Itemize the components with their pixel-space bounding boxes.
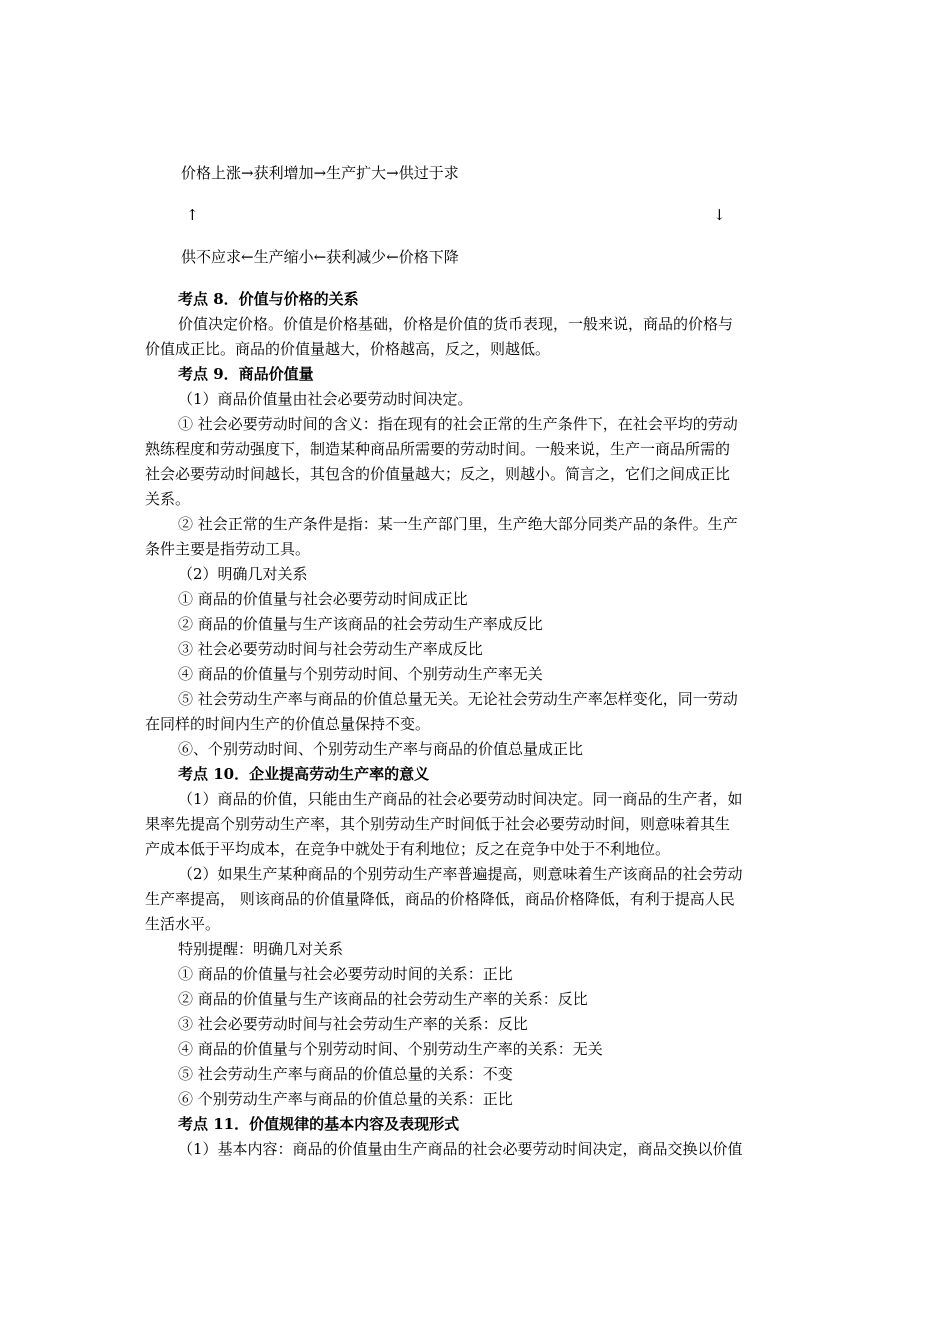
paragraph-line: 社会必要劳动时间越长，其包含的价值量越大；反之，则越小。简言之，它们之间成正比 [145,465,731,483]
cycle-top-row: 价格上涨→获利增加→生产扩大→供过于求 [181,164,459,182]
list-item: ② 商品的价值量与生产该商品的社会劳动生产率的关系：反比 [178,990,588,1008]
paragraph-line: （1）商品的价值，只能由生产商品的社会必要劳动时间决定。同一商品的生产者，如 [178,790,743,808]
paragraph-line: 熟练程度和劳动强度下，制造某种商品所需要的劳动时间。一般来说，生产一商品所需的 [145,440,731,458]
paragraph-line: （1）基本内容：商品的价值量由生产商品的社会必要劳动时间决定，商品交换以价值 [178,1140,743,1158]
paragraph-line: 果率先提高个别劳动生产率，其个别劳动生产时间低于社会必要劳动时间，则意味着其生 [145,815,731,833]
list-item: ④ 商品的价值量与个别劳动时间、个别劳动生产率无关 [178,665,543,683]
paragraph-line: （2）如果生产某种商品的个别劳动生产率普遍提高，则意味着生产该商品的社会劳动 [178,865,743,883]
section-10-heading: 考点 10．企业提高劳动生产率的意义 [178,765,430,783]
paragraph-line: 生产率提高， 则该商品的价值量降低，商品的价格降低，商品价格降低，有利于提高人民 [145,890,735,908]
list-item: ⑥、个别劳动时间、个别劳动生产率与商品的价值总量成正比 [178,740,584,758]
list-item: ④ 商品的价值量与个别劳动时间、个别劳动生产率的关系：无关 [178,1040,603,1058]
paragraph-line: 在同样的时间内生产的价值总量保持不变。 [145,715,431,733]
section-8-heading: 考点 8．价值与价格的关系 [178,290,359,308]
cycle-bottom-row: 供不应求←生产缩小←获利减少←价格下降 [181,248,459,266]
list-item: ③ 社会必要劳动时间与社会劳动生产率的关系：反比 [178,1015,528,1033]
down-arrow-icon: ↓ [713,206,726,224]
paragraph-line: 价值成正比。商品的价值量越大，价格越高，反之，则越低。 [145,340,551,358]
list-item: ⑤ 社会劳动生产率与商品的价值总量的关系：不变 [178,1065,513,1083]
list-item: ② 商品的价值量与生产该商品的社会劳动生产率成反比 [178,615,543,633]
paragraph-line: （2）明确几对关系 [178,565,308,583]
paragraph-line: 关系。 [145,490,191,508]
section-11-heading: 考点 11．价值规律的基本内容及表现形式 [178,1115,460,1133]
paragraph-line: ① 社会必要劳动时间的含义：指在现有的社会正常的生产条件下，在社会平均的劳动 [178,415,738,433]
list-item: ① 商品的价值量与社会必要劳动时间的关系：正比 [178,965,513,983]
up-arrow-icon: ↑ [186,206,199,224]
paragraph-line: （1）商品价值量由社会必要劳动时间决定。 [178,390,473,408]
list-item: ① 商品的价值量与社会必要劳动时间成正比 [178,590,468,608]
list-item: ⑥ 个别劳动生产率与商品的价值总量的关系：正比 [178,1090,513,1108]
paragraph-line: 条件主要是指劳动工具。 [145,540,311,558]
list-item: ⑤ 社会劳动生产率与商品的价值总量无关。无论社会劳动生产率怎样变化，同一劳动 [178,690,738,708]
paragraph-line: 价值决定价格。价值是价格基础，价格是价值的货币表现，一般来说，商品的价格与 [178,315,734,333]
paragraph-line: 产成本低于平均成本，在竞争中就处于有利地位；反之在竞争中处于不利地位。 [145,840,671,858]
list-item: ③ 社会必要劳动时间与社会劳动生产率成反比 [178,640,483,658]
paragraph-line: 生活水平。 [145,915,221,933]
paragraph-line: ② 社会正常的生产条件是指：某一生产部门里，生产绝大部分同类产品的条件。生产 [178,515,738,533]
tip-heading: 特别提醒：明确几对关系 [178,940,344,958]
section-9-heading: 考点 9．商品价值量 [178,365,314,383]
